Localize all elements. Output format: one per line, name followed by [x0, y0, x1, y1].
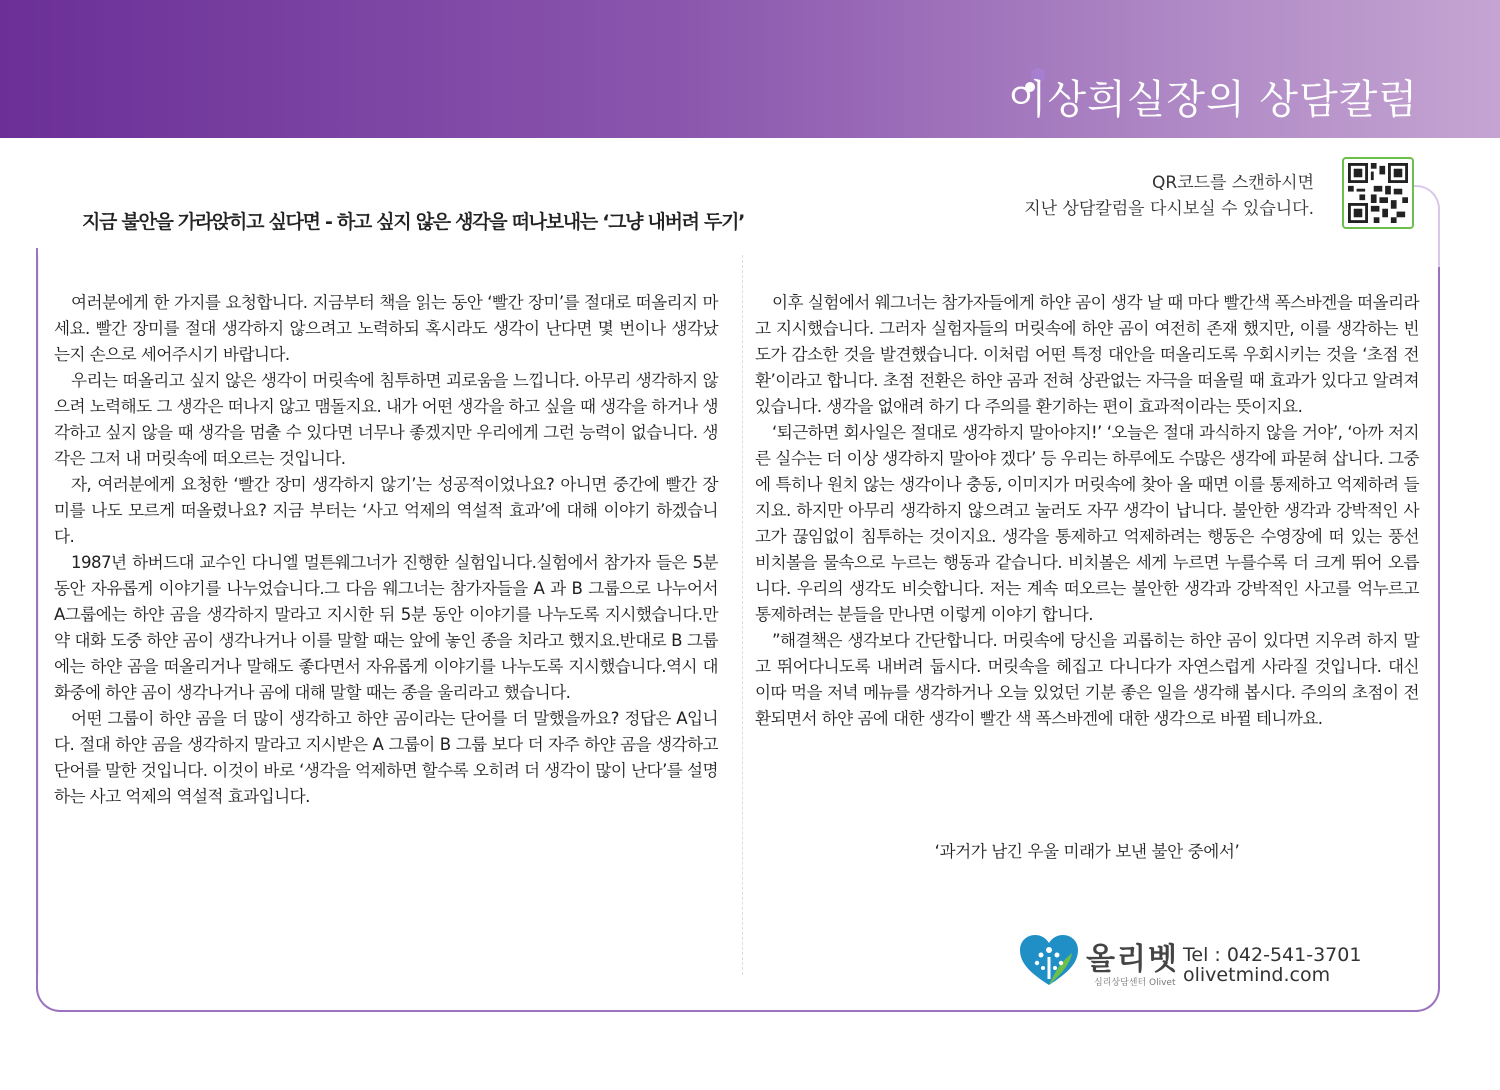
logo-subtitle: 심리상담센터 Olivet	[1094, 978, 1176, 988]
paragraph: 자, 여러분에게 요청한 ‘빨간 장미 생각하지 않기’는 성공적이었나요? 아니면 중간에 빨간 장미를 나도 모르게 떠올렸나요? 지금 부터는 ‘사고 억제의 역설적 효과’에 대해 이야기 하겠습니다.	[54, 475, 718, 546]
paragraph: 어떤 그룹이 하얀 곰을 더 많이 생각하고 하얀 곰이라는 단어를 더 말했을까요? 정답은 A입니다. 절대 하얀 곰을 생각하지 말라고 지시받은 A 그룹이 B 그룹 보다 더 자주 하얀 곰을 생각하고 단어를 말한 것입니다. 이것이 바로 ‘생각을 억제하면 할수록 오히려 더 생각이 많이 난다’를 설명하는 사고 억제의 역설적 효과입니다.	[54, 709, 718, 806]
contact-website[interactable]: olivetmind.com	[1183, 964, 1331, 986]
paragraph: 여러분에게 한 가지를 요청합니다. 지금부터 책을 읽는 동안 ‘빨간 장미’를 절대로 떠올리지 마세요. 빨간 장미를 절대 생각하지 않으려고 노력하되 혹시라도 생각이 난다면 몇 번이나 생각났는지 손으로 세어주시기 바랍니다.	[54, 293, 718, 364]
logo-name: 올리벳	[1086, 942, 1179, 977]
frame-mask	[30, 238, 1450, 248]
paragraph: 1987년 하버드대 교수인 다니엘 멀튼웨그너가 진행한 실험입니다.실험에서 참가자 들은 5분 동안 자유롭게 이야기를 나누었습니다.그 다음 웨그너는 참가자들을 A 과 B 그룹으로 나누어서 A그룹에는 하얀 곰을 생각하지 말라고 지시한 뒤 5분 동안 이야기를 나누도록 지시했습니다.만약 대화 도중 하얀 곰이 생각나거나 이를 말할 때는 앞에 놓인 종을 치라고 했지요.반대로 B 그룹에는 하얀 곰을 떠올리거나 말해도 좋다면서 자유롭게 이야기를 나누도록 지시했습니다.역시 대화중에 하얀 곰이 생각나거나 곰에 대해 말할 때는 종을 울리라고 했습니다.	[54, 553, 718, 702]
article-headline: 지금 불안을 가라앉히고 싶다면 - 하고 싶지 않은 생각을 떠나보내는 ‘그냥 내버려 두기’	[82, 211, 745, 233]
quote-source: ‘과거가 남긴 우울 미래가 보낸 불안 중에서’	[934, 842, 1240, 861]
column-divider	[742, 255, 743, 975]
contact-phone: Tel : 042-541-3701	[1183, 944, 1362, 966]
right-column	[755, 290, 1419, 732]
paragraph: ”해결책은 생각보다 간단합니다. 머릿속에 당신을 괴롭히는 하얀 곰이 있다면 지우려 하지 말고 뛰어다니도록 내버려 둡시다. 머릿속을 헤집고 다니다가 자연스럽게 사라질 것입니다. 대신 이따 먹을 저녁 메뉴를 생각하거나 오늘 있었던 기분 좋은 일을 생각해 봅시다. 주의의 초점이 전환되면서 하얀 곰에 대한 생각이 빨간 색 폭스바겐에 대한 생각으로 바뀔 테니까요.	[755, 631, 1419, 728]
olivet-heart-logo-icon	[1020, 935, 1078, 987]
qr-code[interactable]	[1342, 157, 1414, 229]
paragraph: ‘퇴근하면 회사일은 절대로 생각하지 말아야지!’ ‘오늘은 절대 과식하지 않을 거야’, ‘아까 저지른 실수는 더 이상 생각하지 말아야 겠다’ 등 우리는 하루에도 수많은 생각에 파묻혀 삽니다. 그중에 특히나 원치 않는 생각이나 충동, 이미지가 머릿속에 찾아 올 때면 이를 통제하고 억제하려 들지요. 하지만 아무리 생각하지 않으려고 눌러도 자꾸 생각이 납니다. 불안한 생각과 강박적인 사고가 끊임없이 침투하는 것이지요. 생각을 통제하고 억제하려는 행동은 수영장에 떠 있는 풍선 비치볼을 물속으로 누르는 행동과 같습니다. 비치볼은 세게 누르면 누를수록 더 크게 뛰어 오릅니다. 우리의 생각도 비슷합니다. 저는 계속 떠오르는 불안한 생각과 강박적인 사고를 억누르고 통제하려는 분들을 만나면 이렇게 이야기 합니다.	[755, 423, 1419, 624]
left-margin-guide	[38, 255, 39, 975]
qr-caption	[1024, 170, 1314, 222]
paragraph: 우리는 떠올리고 싶지 않은 생각이 머릿속에 침투하면 괴로움을 느낍니다. 아무리 생각하지 않으려 노력해도 그 생각은 떠나지 않고 맴돌지요. 내가 어떤 생각을 하고 싶을 때 생각을 하거나 생각하고 싶지 않을 때 생각을 멈출 수 있다면 너무나 좋겠지만 우리에게 그런 능력이 없습니다. 생각은 그저 내 머릿속에 떠오르는 것입니다.	[54, 371, 718, 468]
left-column	[54, 290, 718, 810]
column-series-title: 이상희실장의 상담칼럼	[1007, 77, 1418, 123]
qr-caption-line1: QR코드를 스캔하시면	[1152, 173, 1314, 193]
qr-code-icon	[1348, 163, 1408, 223]
qr-caption-line2: 지난 상담칼럼을 다시보실 수 있습니다.	[1024, 199, 1314, 219]
paragraph: 이후 실험에서 웨그너는 참가자들에게 하얀 곰이 생각 날 때 마다 빨간색 폭스바겐을 떠올리라고 지시했습니다. 그러자 실험자들의 머릿속에 하얀 곰이 여전히 존재 했지만, 이를 생각하는 빈도가 감소한 것을 발견했습니다. 이처럼 어떤 특정 대안을 떠올리도록 우회시키는 것을 ‘초점 전환’이라고 합니다. 초점 전환은 하얀 곰과 전혀 상관없는 자극을 떠올릴 때 효과가 있다고 알려져 있습니다. 생각을 없애려 하기 다 주의를 환기하는 편이 효과적이라는 뜻이지요.	[755, 293, 1419, 416]
